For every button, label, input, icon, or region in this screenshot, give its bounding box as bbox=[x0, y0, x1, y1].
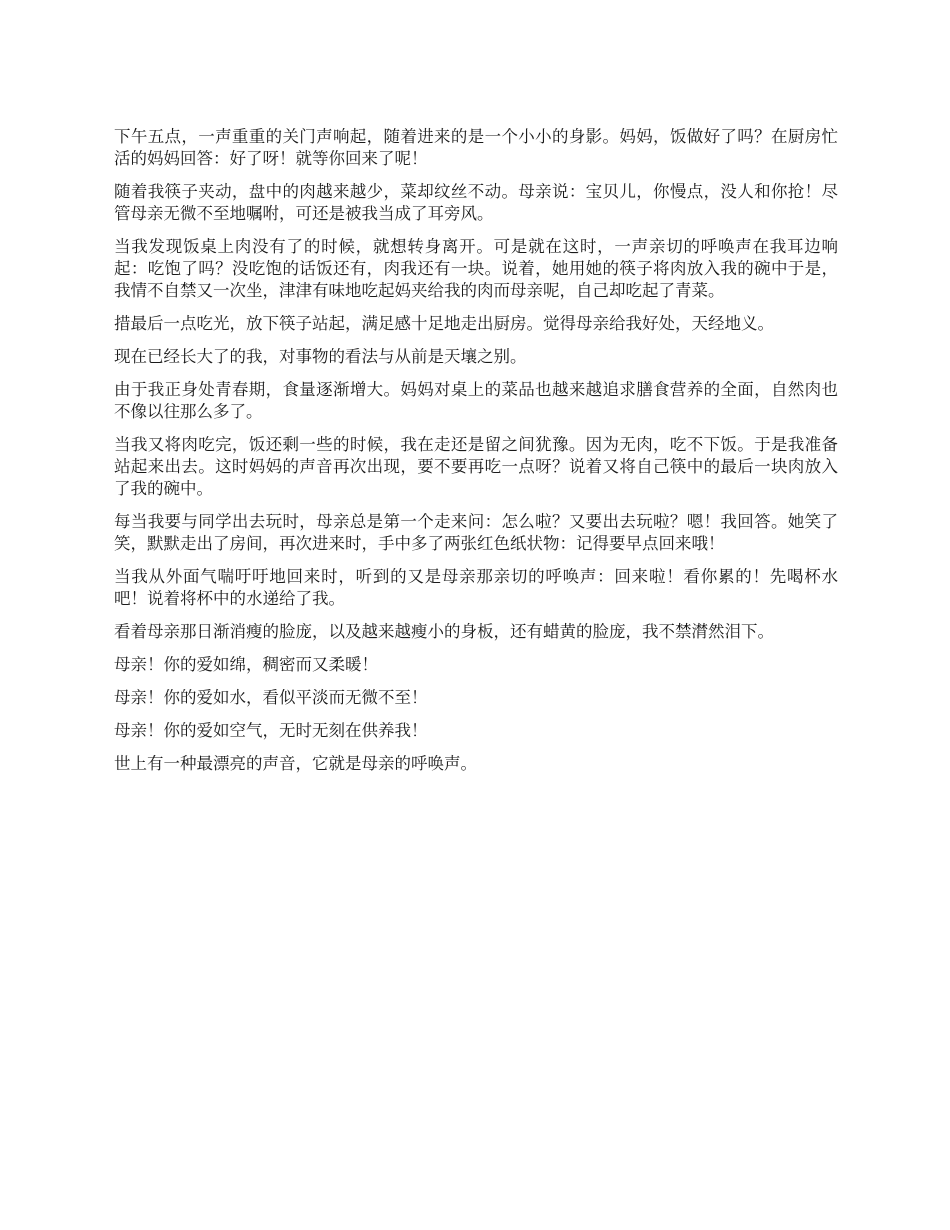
paragraph-14: 世上有一种最漂亮的声音，它就是母亲的呼唤声。 bbox=[114, 754, 477, 773]
paragraph-7: 当我又将肉吃完，饭还剩一些的时候，我在走还是留之间犹豫。因为无肉，吃不下饭。于是我准备站起来出去。这时妈妈的声音再次出现，要不要再吃一点呀？说着又将自己筷中的最后一块肉放入了我的碗中。 bbox=[114, 435, 838, 498]
document-body bbox=[114, 126, 838, 786]
paragraph-11: 母亲！你的爱如绵，稠密而又柔暖！ bbox=[114, 655, 378, 674]
paragraph-9: 当我从外面气喘吁吁地回来时，听到的又是母亲那亲切的呼唤声：回来啦！看你累的！先喝杯水吧！说着将杯中的水递给了我。 bbox=[114, 567, 838, 608]
paragraph-1: 下午五点，一声重重的关门声响起，随着进来的是一个小小的身影。妈妈，饭做好了吗？在厨房忙活的妈妈回答：好了呀！就等你回来了呢！ bbox=[114, 127, 838, 168]
paragraph-5: 现在已经长大了的我，对事物的看法与从前是天壤之别。 bbox=[114, 347, 527, 366]
paragraph-3: 当我发现饭桌上肉没有了的时候，就想转身离开。可是就在这时，一声亲切的呼唤声在我耳边响起：吃饱了吗？没吃饱的话饭还有，肉我还有一块。说着，她用她的筷子将肉放入我的碗中于是，我情不自禁又一次坐，津津有味地吃起妈夹给我的肉而母亲呢，自己却吃起了青菜。 bbox=[114, 237, 838, 300]
paragraph-2: 随着我筷子夹动，盘中的肉越来越少，菜却纹丝不动。母亲说：宝贝儿，你慢点，没人和你抢！尽管母亲无微不至地嘱咐，可还是被我当成了耳旁风。 bbox=[114, 182, 838, 223]
paragraph-13: 母亲！你的爱如空气，无时无刻在供养我！ bbox=[114, 721, 428, 740]
paragraph-8: 每当我要与同学出去玩时，母亲总是第一个走来问：怎么啦？又要出去玩啦？嗯！我回答。她笑了笑，默默走出了房间，再次进来时，手中多了两张红色纸状物：记得要早点回来哦！ bbox=[114, 512, 838, 553]
paragraph-4: 措最后一点吃光，放下筷子站起，满足感十足地走出厨房。觉得母亲给我好处，天经地义。 bbox=[114, 314, 774, 333]
paragraph-6: 由于我正身处青春期，食量逐渐增大。妈妈对桌上的菜品也越来越追求膳食营养的全面，自然肉也不像以往那么多了。 bbox=[114, 380, 838, 421]
paragraph-12: 母亲！你的爱如水，看似平淡而无微不至！ bbox=[114, 688, 428, 707]
paragraph-10: 看着母亲那日渐消瘦的脸庞，以及越来越瘦小的身板，还有蜡黄的脸庞，我不禁潸然泪下。 bbox=[114, 622, 774, 641]
